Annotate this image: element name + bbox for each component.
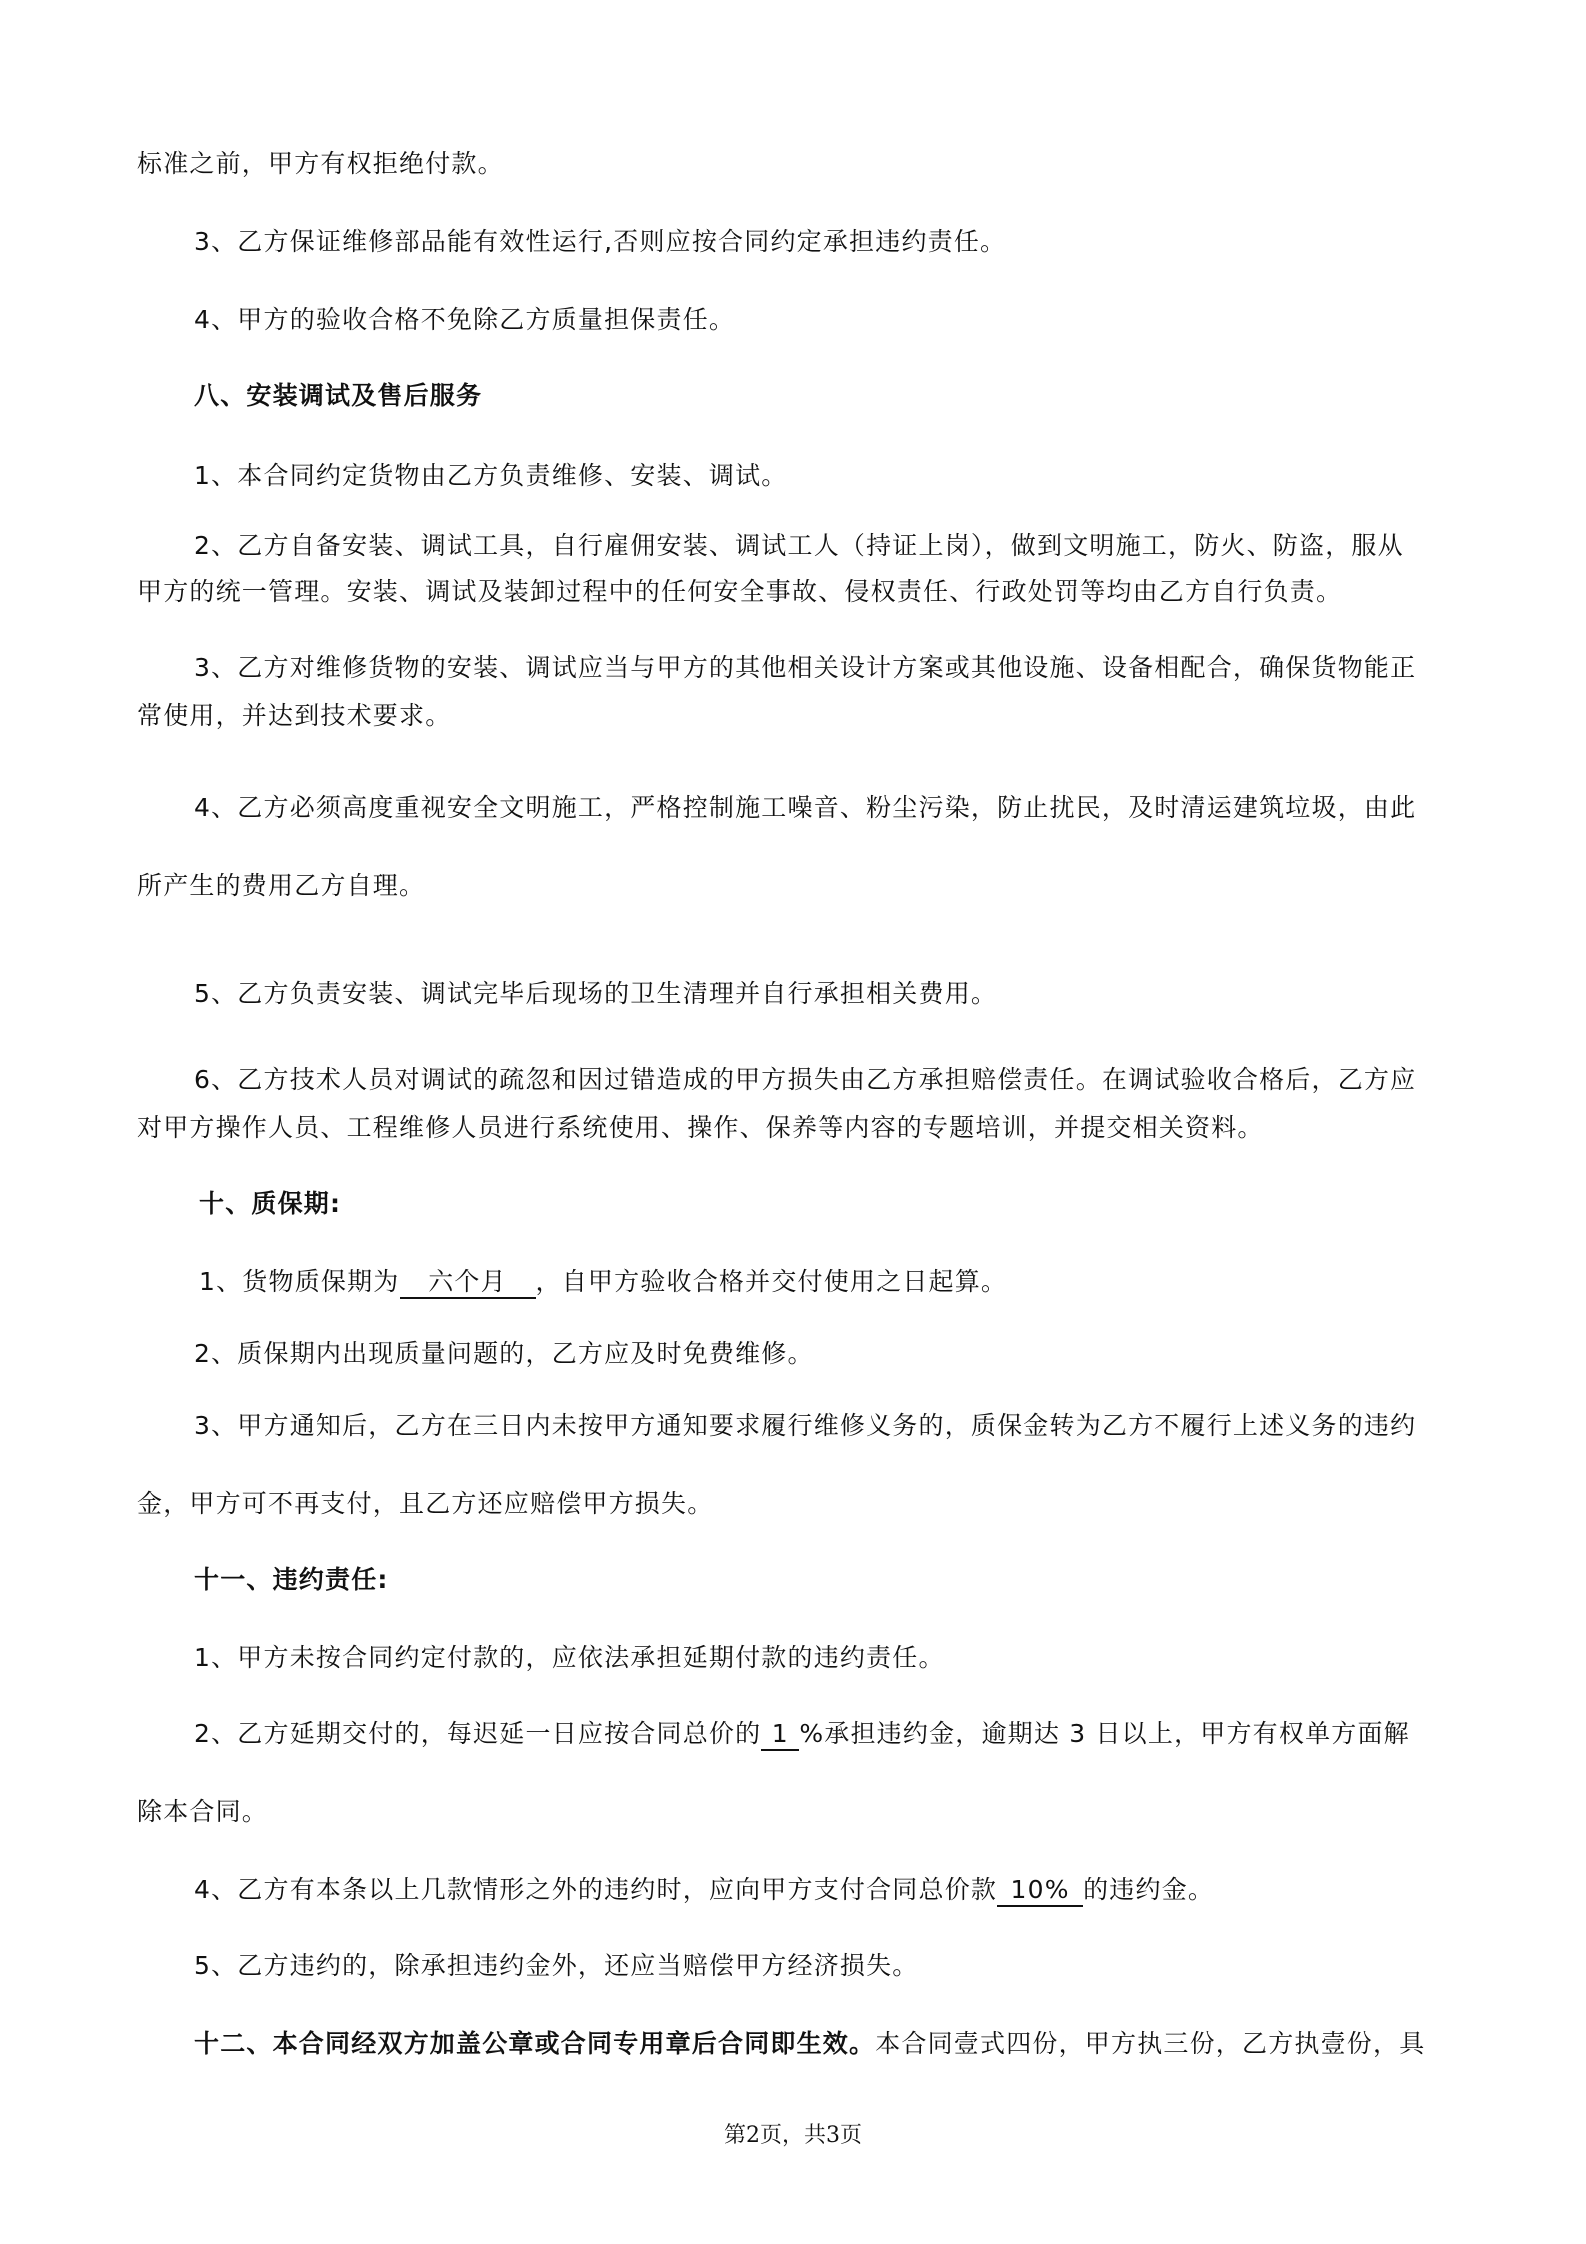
paragraph-line: 1、甲方未按合同约定付款的，应依法承担延期付款的违约责任。 [194, 1643, 945, 1672]
section-heading: 十二、本合同经双方加盖公章或合同专用章后合同即生效。 [194, 2029, 876, 2058]
clause-text: 4、乙方有本条以上几款情形之外的违约时，应向甲方支付合同总价款 [194, 1875, 998, 1904]
clause-text: 2、乙方延期交付的，每迟延一日应按合同总价的 [194, 1719, 762, 1748]
paragraph-line: 4、甲方的验收合格不免除乙方质量担保责任。 [194, 305, 736, 334]
paragraph-line: 3、乙方对维修货物的安装、调试应当与甲方的其他相关设计方案或其他设施、设备相配合，确保货物能正 [194, 653, 1417, 682]
paragraph-line: 常使用，并达到技术要求。 [137, 701, 452, 730]
clause-text: 1、货物质保期为 [199, 1267, 400, 1296]
clause-text: 的违约金。 [1083, 1875, 1215, 1904]
paragraph-line: 标准之前，甲方有权拒绝付款。 [137, 149, 504, 178]
paragraph-line: 6、乙方技术人员对调试的疏忽和因过错造成的甲方损失由乙方承担赔偿责任。在调试验收合格后，乙方应 [194, 1065, 1417, 1094]
section-heading: 十一、违约责任: [194, 1565, 389, 1594]
warranty-period-value: 六个月 [400, 1267, 536, 1299]
paragraph-line [194, 1872, 1214, 1908]
page-footer: 第2页，共3页 [724, 2123, 862, 2148]
paragraph-line: 4、乙方必须高度重视安全文明施工，严格控制施工噪音、粉尘污染，防止扰民，及时清运建筑垃圾，由此 [194, 793, 1417, 822]
paragraph-line: 甲方的统一管理。安装、调试及装卸过程中的任何安全事故、侵权责任、行政处罚等均由乙方自行负责。 [137, 577, 1343, 606]
paragraph-line [199, 1264, 1007, 1300]
penalty-rate-value: 1 [761, 1719, 799, 1751]
paragraph-line: 1、本合同约定货物由乙方负责维修、安装、调试。 [194, 461, 788, 490]
paragraph-line: 5、乙方违约的，除承担违约金外，还应当赔偿甲方经济损失。 [194, 1951, 919, 1980]
paragraph-line [194, 1716, 1410, 1752]
clause-text: %承担违约金，逾期达 3 日以上，甲方有权单方面解 [799, 1719, 1410, 1748]
section-heading: 十、质保期: [199, 1189, 342, 1218]
paragraph-line: 5、乙方负责安装、调试完毕后现场的卫生清理并自行承担相关费用。 [194, 979, 998, 1008]
paragraph-line: 3、甲方通知后，乙方在三日内未按甲方通知要求履行维修义务的，质保金转为乙方不履行上述义务的违约 [194, 1411, 1417, 1440]
clause-text: ，自甲方验收合格并交付使用之日起算。 [535, 1267, 1008, 1296]
paragraph-line: 对甲方操作人员、工程维修人员进行系统使用、操作、保养等内容的专题培训，并提交相关资料。 [137, 1113, 1264, 1142]
paragraph-line: 2、质保期内出现质量问题的，乙方应及时免费维修。 [194, 1339, 814, 1368]
clause-text: 本合同壹式四份，甲方执三份，乙方执壹份，具 [875, 2029, 1426, 2058]
paragraph-line: 3、乙方保证维修部品能有效性运行,否则应按合同约定承担违约责任。 [194, 227, 1007, 256]
penalty-percent-value: 10% [997, 1875, 1083, 1907]
paragraph-line: 金，甲方可不再支付，且乙方还应赔偿甲方损失。 [137, 1489, 714, 1518]
paragraph-line [194, 2026, 1425, 2062]
section-heading: 八、安装调试及售后服务 [194, 381, 483, 410]
paragraph-line: 除本合同。 [137, 1797, 269, 1826]
paragraph-line: 所产生的费用乙方自理。 [137, 871, 426, 900]
paragraph-line: 2、乙方自备安装、调试工具，自行雇佣安装、调试工人（持证上岗），做到文明施工，防火、防盗，服从 [194, 531, 1404, 560]
